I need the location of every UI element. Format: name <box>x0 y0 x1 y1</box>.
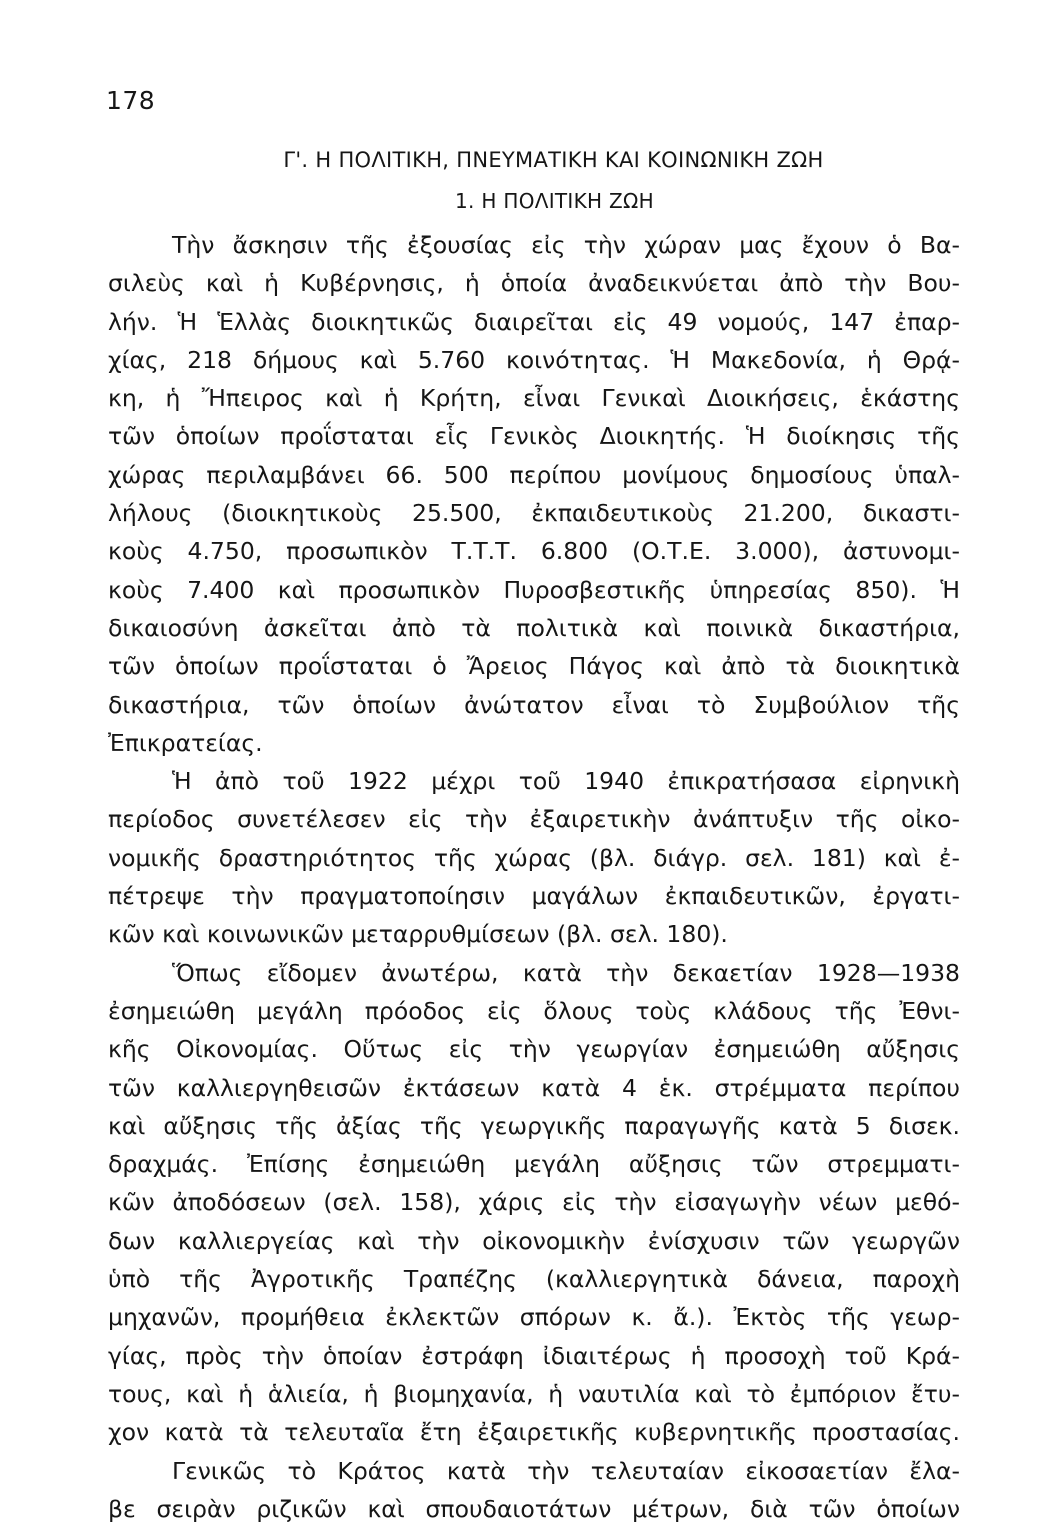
text-line: ἐσημειώθη μεγάλη πρόοδος εἰς ὅλους τοὺς κλάδους τῆς Ἐθνι- <box>108 996 960 1025</box>
body-text <box>108 226 960 1528</box>
text-line: γίας, πρὸς τὴν ὁποίαν ἐστράφη ἰδιαιτέρως ἡ προσοχὴ τοῦ Κρά- <box>108 1341 960 1370</box>
text-line: κη, ἡ Ἤπειρος καὶ ἡ Κρήτη, εἶναι Γενικαὶ Διοικήσεις, ἑκάστης <box>108 384 960 413</box>
text-line: Ἐπικρατείας. <box>108 728 263 757</box>
text-line: μηχανῶν, προμήθεια ἐκλεκτῶν σπόρων κ. ἄ.). Ἐκτὸς τῆς γεωρ- <box>108 1303 960 1332</box>
text-line: δικαστήρια, τῶν ὁποίων ἀνώτατον εἶναι τὸ Συμβούλιον τῆς <box>108 690 960 719</box>
text-line: τῶν καλλιεργηθεισῶν ἐκτάσεων κατὰ 4 ἑκ. στρέμματα περίπου <box>108 1073 960 1102</box>
text-line: τῶν ὁποίων προΐσταται εἷς Γενικὸς Διοικητής. Ἡ διοίκησις τῆς <box>108 422 960 451</box>
text-line: καὶ αὔξησις τῆς ἀξίας τῆς γεωργικῆς παραγωγῆς κατὰ 5 δισεκ. <box>108 1111 960 1140</box>
text-line: δικαιοσύνη ἀσκεῖται ἀπὸ τὰ πολιτικὰ καὶ ποινικὰ δικαστήρια, <box>108 613 960 642</box>
text-line: τῶν ὁποίων προΐσταται ὁ Ἄρειος Πάγος καὶ ἀπὸ τὰ διοικητικὰ <box>108 652 960 681</box>
text-line: κοὺς 7.400 καὶ προσωπικὸν Πυροσβεστικῆς ὑπηρεσίας 850). Ἡ <box>108 575 960 604</box>
text-line: νομικῆς δραστηριότητος τῆς χώρας (βλ. διάγρ. σελ. 181) καὶ ἐ- <box>108 843 960 872</box>
text-line: κοὺς 4.750, προσωπικὸν Τ.Τ.Τ. 6.800 (Ο.Τ.Ε. 3.000), ἀστυνομι- <box>108 537 960 566</box>
text-line: δων καλλιεργείας καὶ τὴν οἰκονομικὴν ἐνίσχυσιν τῶν γεωργῶν <box>108 1226 960 1255</box>
text-line: Ἡ ἀπὸ τοῦ 1922 μέχρι τοῦ 1940 ἐπικρατήσασα εἰρηνικὴ <box>172 767 960 796</box>
text-line: τους, καὶ ἡ ἁλιεία, ἡ βιομηχανία, ἡ ναυτιλία καὶ τὸ ἐμπόριον ἔτυ- <box>108 1379 960 1408</box>
text-line: κῶν καὶ κοινωνικῶν μεταρρυθμίσεων (βλ. σελ. 180). <box>108 920 728 949</box>
text-line: λήλους (διοικητικοὺς 25.500, ἐκπαιδευτικοὺς 21.200, δικαστι- <box>108 499 960 528</box>
text-line: Ὅπως εἴδομεν ἀνωτέρω, κατὰ τὴν δεκαετίαν 1928—1938 <box>172 958 960 987</box>
text-line: Τὴν ἄσκησιν τῆς ἐξουσίας εἰς τὴν χώραν μας ἔχουν ὁ Βα- <box>172 231 960 259</box>
text-line: κῶν ἀποδόσεων (σελ. 158), χάρις εἰς τὴν εἰσαγωγὴν νέων μεθό- <box>108 1188 960 1217</box>
text-line: σιλεὺς καὶ ἡ Κυβέρνησις, ἡ ὁποία ἀναδεικνύεται ἀπὸ τὴν Βου- <box>108 269 960 298</box>
text-line: περίοδος συνετέλεσεν εἰς τὴν ἐξαιρετικὴν ἀνάπτυξιν τῆς οἰκο- <box>108 805 960 834</box>
page-number: 178 <box>106 86 156 115</box>
text-line: δραχμάς. Ἐπίσης ἐσημειώθη μεγάλη αὔξησις τῶν στρεμματι- <box>108 1150 960 1179</box>
text-line: λήν. Ἡ Ἑλλὰς διοικητικῶς διαιρεῖται εἰς 49 νομούς, 147 ἐπαρ- <box>108 307 960 336</box>
text-line: ὑπὸ τῆς Ἀγροτικῆς Τραπέζης (καλλιεργητικὰ δάνεια, παροχὴ <box>108 1265 960 1294</box>
text-line: πέτρεψε τὴν πραγματοποίησιν μαγάλων ἐκπαιδευτικῶν, ἐργατι- <box>108 882 960 911</box>
subsection-title: 1. Η ΠΟΛΙΤΙΚΗ ΖΩΗ <box>455 189 654 213</box>
text-line: βε σειρὰν ριζικῶν καὶ σπουδαιοτάτων μέτρων, διὰ τῶν ὁποίων <box>108 1494 960 1523</box>
text-line: κῆς Οἰκονομίας. Οὕτως εἰς τὴν γεωργίαν ἐσημειώθη αὔξησις <box>108 1035 960 1064</box>
text-line: χον κατὰ τὰ τελευταῖα ἔτη ἐξαιρετικῆς κυβερνητικῆς προστασίας. <box>108 1418 960 1447</box>
text-line: χώρας περιλαμβάνει 66. 500 περίπου μονίμους δημοσίους ὑπαλ- <box>108 460 960 489</box>
text-line: Γενικῶς τὸ Κράτος κατὰ τὴν τελευταίαν εἰκοσαετίαν ἔλα- <box>172 1456 960 1485</box>
text-line: χίας, 218 δήμους καὶ 5.760 κοινότητας. Ἡ Μακεδονία, ἡ Θρᾴ- <box>108 345 960 374</box>
section-title: Γ'. Η ΠΟΛΙΤΙΚΗ, ΠΝΕΥΜΑΤΙΚΗ ΚΑΙ ΚΟΙΝΩΝΙΚΗ ΖΩΗ <box>283 148 824 172</box>
